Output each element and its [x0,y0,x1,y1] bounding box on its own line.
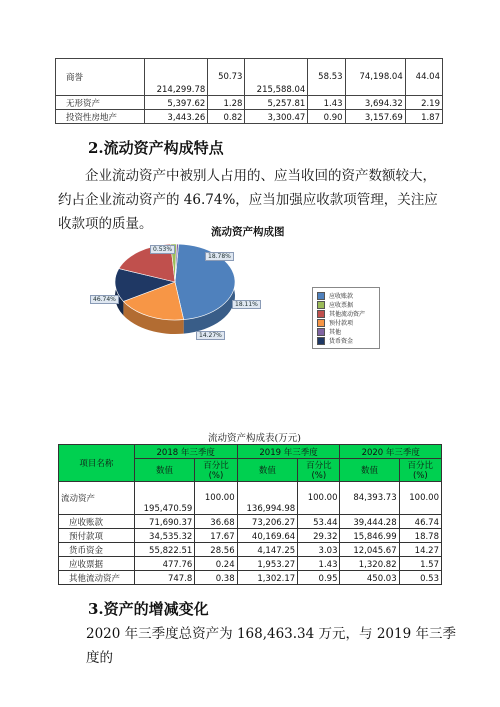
table-cell: 4,147.25 [237,543,298,557]
data-label: 46.74% [90,295,119,304]
legend-item [317,318,375,327]
table-cell: 29.32 [298,529,340,543]
legend-swatch [317,319,325,327]
legend-label: 其他流动资产 [329,311,366,318]
table-cell: 1,953.27 [237,557,298,571]
table-cell: 71,690.37 [134,515,195,529]
header-year: 2020 年三季度 [340,445,442,459]
section-heading: 3.资产的增减变化 [88,600,209,618]
table-cell: 55,822.51 [134,543,195,557]
chart-legend [312,287,380,349]
data-label: 0.53% [150,245,175,254]
table-row [59,557,442,571]
legend-label: 预付款项 [329,320,354,327]
header-pct: 百分比(%) [399,459,441,482]
table-row [59,543,442,557]
table-cell: 100.00 [195,482,237,515]
table-cell: 74,198.04 [345,59,405,96]
row-label: 预付款项 [59,529,135,543]
table-cell: 1.28 [208,96,245,110]
legend-label: 应收票据 [329,302,354,309]
table-cell: 17.67 [195,529,237,543]
table-cell: 214,299.78 [145,59,208,96]
table-header-row [59,445,442,459]
legend-swatch [317,292,325,300]
table-row [56,110,443,124]
legend-swatch [317,328,325,336]
table-cell: 14.27 [399,543,441,557]
table-cell: 0.38 [195,571,237,585]
section-paragraph: 企业流动资产中被别人占用的、应当收回的资产数额较大，约占企业流动资产的 46.74%，应当加强应收款项管理，关注应收款项的质量。 [58,168,438,232]
table-cell: 100.00 [298,482,340,515]
table-cell: 3,157.69 [345,110,405,124]
table-cell: 136,994.98 [237,482,298,515]
table-row [59,482,442,515]
table-cell: 2.19 [405,96,442,110]
header-pct: 百分比(%) [298,459,340,482]
table-cell: 39,444.28 [340,515,399,529]
table-cell: 3,443.26 [145,110,208,124]
table-cell: 0.90 [308,110,345,124]
table-cell: 100.00 [399,482,441,515]
table-cell: 477.76 [134,557,195,571]
legend-item [317,309,375,318]
section-paragraph: 2020 年三季度总资产为 168,463.34 万元，与 2019 年三季度的 [86,626,456,666]
legend-swatch [317,337,325,345]
table-cell: 0.24 [195,557,237,571]
legend-label: 货币资金 [329,338,354,345]
header-year: 2018 年三季度 [134,445,237,459]
table-cell: 1,302.17 [237,571,298,585]
table-cell: 50.73 [208,59,245,96]
table-cell: 195,470.59 [134,482,195,515]
table-cell: 84,393.73 [340,482,399,515]
header-pct: 百分比(%) [195,459,237,482]
header-value: 数值 [237,459,298,482]
table-row [56,59,443,96]
header-item: 项目名称 [59,445,135,482]
table-cell: 3.03 [298,543,340,557]
table-cell: 0.95 [298,571,340,585]
chart-title: 流动资产构成图 [211,226,285,238]
table-cell: 58.53 [308,59,345,96]
table-cell: 5,397.62 [145,96,208,110]
header-value: 数值 [340,459,399,482]
table-cell: 15,846.99 [340,529,399,543]
table-cell: 3,694.32 [345,96,405,110]
table-cell: 53.44 [298,515,340,529]
table-cell: 73,206.27 [237,515,298,529]
table-cell: 0.53 [399,571,441,585]
table-row [59,529,442,543]
table-cell: 44.04 [405,59,442,96]
table-row [59,515,442,529]
table-cell: 1.87 [405,110,442,124]
legend-label: 其他 [329,329,342,336]
data-label: 18.78% [205,252,234,261]
data-label: 18.11% [232,300,261,309]
row-label: 应收账款 [59,515,135,529]
legend-item [317,291,375,300]
row-label: 商誉 [56,59,145,96]
legend-swatch [317,301,325,309]
table-cell: 5,257.81 [245,96,308,110]
row-label: 流动资产 [59,482,135,515]
legend-item [317,300,375,309]
table-cell: 46.74 [399,515,441,529]
row-label: 无形资产 [56,96,145,110]
table-cell: 450.03 [340,571,399,585]
table-cell: 40,169.64 [237,529,298,543]
top-asset-table [55,58,443,124]
table-row [56,96,443,110]
table-cell: 1,320.82 [340,557,399,571]
current-assets-table [58,444,442,585]
row-label: 投资性房地产 [56,110,145,124]
table-cell: 18.78 [399,529,441,543]
legend-swatch [317,310,325,318]
table-cell: 3,300.47 [245,110,308,124]
table-cell: 36.68 [195,515,237,529]
row-label: 应收票据 [59,557,135,571]
header-value: 数值 [134,459,195,482]
row-label: 其他流动资产 [59,571,135,585]
table-caption: 流动资产构成表(万元) [208,433,301,444]
table-cell: 747.8 [134,571,195,585]
section-heading: 2.流动资产构成特点 [88,139,224,157]
row-label: 货币资金 [59,543,135,557]
legend-item [317,327,375,336]
legend-label: 应收账款 [329,293,354,300]
table-cell: 215,588.04 [245,59,308,96]
table-cell: 1.43 [308,96,345,110]
table-cell: 34,535.32 [134,529,195,543]
table-cell: 0.82 [208,110,245,124]
table-cell: 28.56 [195,543,237,557]
header-year: 2019 年三季度 [237,445,340,459]
data-label: 14.27% [196,331,225,340]
table-row [59,571,442,585]
table-cell: 1.43 [298,557,340,571]
table-cell: 12,045.67 [340,543,399,557]
table-cell: 1.57 [399,557,441,571]
legend-item [317,336,375,345]
